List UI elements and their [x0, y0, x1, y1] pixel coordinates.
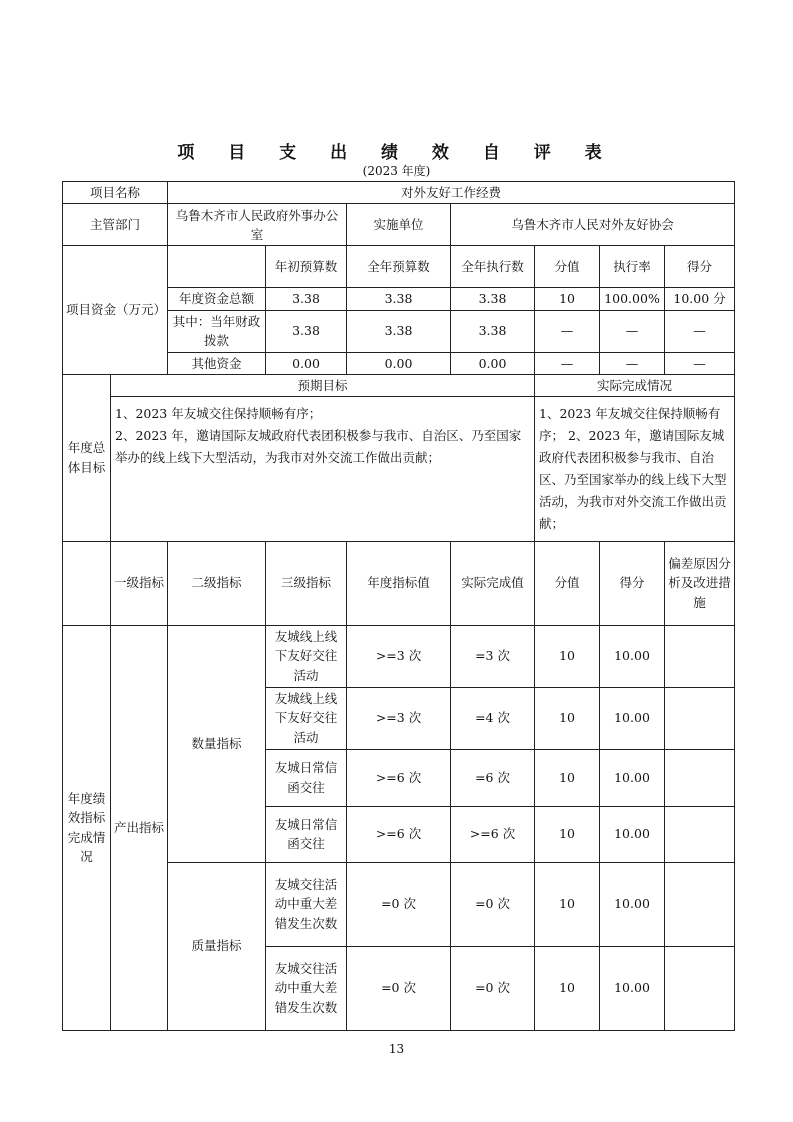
indicator-actual: =0 次 — [451, 946, 535, 1030]
indicator-score: 10.00 — [600, 946, 665, 1030]
level1-label: 产出指标 — [111, 625, 168, 1030]
funds-rate: — — [600, 352, 665, 374]
indicator-note — [665, 749, 735, 806]
funds-initial: 3.38 — [266, 310, 347, 352]
indicator-note — [665, 946, 735, 1030]
indicator-header: 二级指标 — [168, 541, 266, 625]
funds-executed: 3.38 — [451, 310, 535, 352]
indicator-target: >=6 次 — [347, 806, 451, 862]
indicator-name: 友城日常信函交往 — [266, 806, 347, 862]
funds-header: 全年执行数 — [451, 246, 535, 288]
department-row — [63, 204, 735, 246]
expected-header: 预期目标 — [111, 374, 535, 396]
indicator-header-row — [63, 541, 735, 625]
indicator-actual: =4 次 — [451, 687, 535, 749]
indicator-score: 10.00 — [600, 687, 665, 749]
funds-rate: — — [600, 310, 665, 352]
funds-header: 年初预算数 — [266, 246, 347, 288]
funds-rate: 100.00% — [600, 288, 665, 310]
funds-executed: 3.38 — [451, 288, 535, 310]
funds-executed: 0.00 — [451, 352, 535, 374]
indicator-score: 10.00 — [600, 806, 665, 862]
project-name-label: 项目名称 — [63, 182, 168, 204]
indicator-actual: =6 次 — [451, 749, 535, 806]
indicator-target: >=6 次 — [347, 749, 451, 806]
indicator-note — [665, 806, 735, 862]
funds-header: 全年预算数 — [347, 246, 451, 288]
quantity-group-label: 数量指标 — [168, 625, 266, 862]
indicator-score-value: 10 — [535, 862, 600, 946]
funds-score-value: 10 — [535, 288, 600, 310]
year-note: (2023 年度) — [362, 164, 431, 178]
indicator-header: 三级指标 — [266, 541, 347, 625]
indicator-note — [665, 687, 735, 749]
expected-text: 1、2023 年友城交往保持顺畅有序； 2、2023 年，邀请国际友城政府代表团积极参与我市、自治区、乃至国家举办的线上线下大型活动，为我市对外交流工作做出贡献； — [111, 397, 535, 541]
indicator-name: 友城交往活动中重大差错发生次数 — [266, 946, 347, 1030]
overall-header-row — [63, 374, 735, 396]
indicator-target: >=3 次 — [347, 687, 451, 749]
department-value: 乌鲁木齐市人民政府外事办公室 — [168, 204, 347, 246]
quality-group-label: 质量指标 — [168, 862, 266, 1030]
indicator-header: 得分 — [600, 541, 665, 625]
funds-row-name: 其中：当年财政拨款 — [168, 310, 266, 352]
funds-score: — — [665, 310, 735, 352]
funds-score-value: — — [535, 310, 600, 352]
funds-header-blank — [168, 246, 266, 288]
indicator-name: 友城交往活动中重大差错发生次数 — [266, 862, 347, 946]
funds-header: 分值 — [535, 246, 600, 288]
funds-score-value: — — [535, 352, 600, 374]
funds-score: — — [665, 352, 735, 374]
indicator-name: 友城线上线下友好交往活动 — [266, 687, 347, 749]
document-title: 项 目 支 出 绩 效 自 评 表 — [177, 143, 616, 163]
indicator-target: =0 次 — [347, 862, 451, 946]
department-label: 主管部门 — [63, 204, 168, 246]
indicator-actual: =0 次 — [451, 862, 535, 946]
indicator-score: 10.00 — [600, 625, 665, 687]
indicator-score-value: 10 — [535, 946, 600, 1030]
indicator-header: 分值 — [535, 541, 600, 625]
funds-header-row — [63, 246, 735, 288]
funds-row-name: 年度资金总额 — [168, 288, 266, 310]
self-evaluation-table — [62, 181, 735, 1031]
funds-score: 10.00 分 — [665, 288, 735, 310]
indicator-score-value: 10 — [535, 687, 600, 749]
implementer-value: 乌鲁木齐市人民对外友好协会 — [451, 204, 735, 246]
indicator-target: >=3 次 — [347, 625, 451, 687]
funds-initial: 3.38 — [266, 288, 347, 310]
indicator-actual: >=6 次 — [451, 806, 535, 862]
indicator-note — [665, 862, 735, 946]
funds-row-name: 其他资金 — [168, 352, 266, 374]
indicator-header: 实际完成值 — [451, 541, 535, 625]
actual-header: 实际完成情况 — [535, 374, 735, 396]
funds-annual: 0.00 — [347, 352, 451, 374]
funds-header: 执行率 — [600, 246, 665, 288]
indicator-actual: =3 次 — [451, 625, 535, 687]
indicator-header: 一级指标 — [111, 541, 168, 625]
indicator-row — [63, 625, 735, 687]
indicator-header-blank — [63, 541, 111, 625]
overall-text-row — [63, 397, 735, 541]
indicator-score-value: 10 — [535, 625, 600, 687]
implementer-label: 实施单位 — [347, 204, 451, 246]
indicator-score-value: 10 — [535, 806, 600, 862]
funds-initial: 0.00 — [266, 352, 347, 374]
funds-label: 项目资金（万元） — [63, 246, 168, 375]
actual-text: 1、2023 年友城交往保持顺畅有序； 2、2023 年，邀请国际友城政府代表团积极参与我市、自治区、乃至国家举办的线上线下大型活动，为我市对外交流工作做出贡献； — [535, 397, 735, 541]
indicator-header: 年度指标值 — [347, 541, 451, 625]
indicator-name: 友城日常信函交往 — [266, 749, 347, 806]
page-number: 13 — [388, 1042, 405, 1056]
overall-label: 年度总体目标 — [63, 374, 111, 541]
indicator-note — [665, 625, 735, 687]
performance-section-label: 年度绩效指标完成情况 — [63, 625, 111, 1030]
funds-annual: 3.38 — [347, 310, 451, 352]
project-name-row — [63, 182, 735, 204]
funds-header: 得分 — [665, 246, 735, 288]
indicator-score: 10.00 — [600, 862, 665, 946]
indicator-header: 偏差原因分析及改进措施 — [665, 541, 735, 625]
project-name-value: 对外友好工作经费 — [168, 182, 735, 204]
funds-annual: 3.38 — [347, 288, 451, 310]
indicator-name: 友城线上线下友好交往活动 — [266, 625, 347, 687]
indicator-target: =0 次 — [347, 946, 451, 1030]
indicator-score: 10.00 — [600, 749, 665, 806]
indicator-score-value: 10 — [535, 749, 600, 806]
